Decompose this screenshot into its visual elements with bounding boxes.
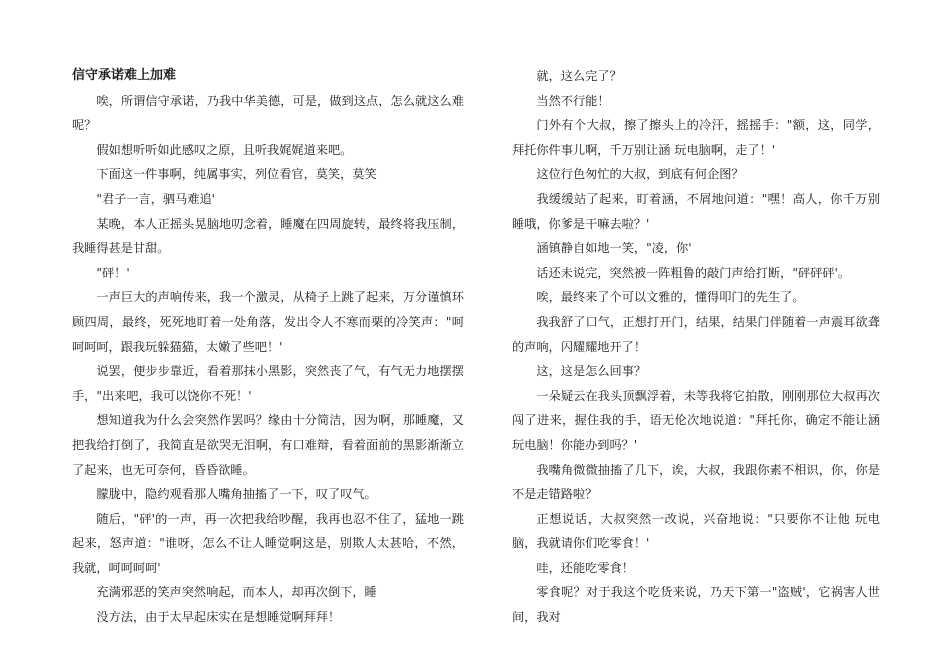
paragraph: 随后，"砰'的一声，再一次把我给吵醒，我再也忍不住了，猛地一跳起来，怒声道："谁呀，怎么不让人睡觉啊这是，别欺人太甚哈，不然，我就，呵呵呵呵' [72,511,464,575]
paragraph: 涵镇静自如地一笑，"凌，你' [536,241,692,256]
paragraph: 没方法，由于太早起床实在是想睡觉啊拜拜！ [96,610,341,625]
paragraph: 门外有个大叔，擦了擦头上的冷汗，摇摇手："额，这，同学，拜托你件事儿啊，千万别让涵 玩电脑啊，走了！' [512,118,880,157]
right-column [512,64,880,630]
paragraph: 唉，最终来了个可以文雅的，懂得叩门的先生了。 [536,290,805,305]
paragraph: "君子一言，驷马难追' [96,191,216,206]
paragraph: 我我舒了口气，正想打开门，结果，结果门伴随着一声震耳欲聋的声响，闪耀耀地开了！ [512,314,880,354]
paragraph: 就，这么完了？ [536,69,622,83]
paragraph: 假如想听听如此感叹之原，且听我娓娓道来吧。 [96,142,353,157]
document-title: 信守承诺难上加难 [72,68,177,83]
paragraph: 一朵疑云在我头顶飘浮着，未等我将它拍散，刚刚那位大叔再次闯了进来，握住我的手，语无伦次地说道："拜托你，确定不能让涵 玩电脑！你能办到吗？' [512,388,880,452]
paragraph: 某晚，本人正摇头晃脑地叨念着，睡魔在四周旋转，最终将我压制，我睡得甚是甘甜。 [72,216,464,256]
paragraph: "砰！' [96,265,130,280]
paragraph: 话还未说完，突然被一阵粗鲁的敲门声给打断，"砰砰砰'。 [536,265,851,280]
paragraph: 一声巨大的声响传来，我一个激灵，从椅子上跳了起来，万分谨慎环顾四周，最终，死死地盯着一处角落，发出令人不寒而栗的冷笑声："呵呵呵呵，跟我玩躲猫猫，太嫩了些吧！' [72,290,464,354]
paragraph: 零食呢？对于我这个吃货来说，乃天下第一"盗贼'，它祸害人世间，我对 [512,585,880,625]
left-column [72,64,464,630]
paragraph: 充满邪恶的笑声突然响起，而本人，却再次倒下，睡 [96,585,377,600]
paragraph: 这位行色匆忙的大叔，到底有何企图？ [536,167,744,182]
paragraph: 说罢，便步步靠近，看着那抹小黑影，突然丧了气，有气无力地摆摆手，"出来吧，我可以饶你不死！' [72,364,464,403]
paragraph: 当然不行能！ [536,93,610,108]
paragraph: 这，这是怎么回事？ [536,364,647,379]
paragraph: 我嘴角微微抽搐了几下，诶，大叔，我跟你素不相识，你，你是不是走错路啦？ [512,462,880,502]
paragraph: 正想说话，大叔突然一改说，兴奋地说："只要你不让他 玩电脑，我就请你们吃零食！' [512,511,880,551]
paragraph: 唉，所谓信守承诺，乃我中华美德，可是，做到这点，怎么就这么难呢？ [72,93,464,133]
paragraph: 我缓缓站了起来，盯着涵，不屑地问道："嘿！高人，你千万别睡哦，你爹是干嘛去啦？' [512,191,880,231]
paragraph: 哇，还能吃零食！ [536,560,634,575]
paragraph: 下面这一件事啊，纯属事实，列位看官，莫笑，莫笑 [96,167,377,182]
paragraph: 朦胧中，隐约观看那人嘴角抽搐了一下，叹了叹气。 [96,487,377,502]
paragraph: 想知道我为什么会突然作罢吗？缘由十分简洁，因为啊，那睡魔，又把我给打倒了，我简直是欲哭无泪啊，有口难辩，看着面前的黑影渐渐立了起来，也无可奈何，昏昏欲睡。 [72,413,464,477]
